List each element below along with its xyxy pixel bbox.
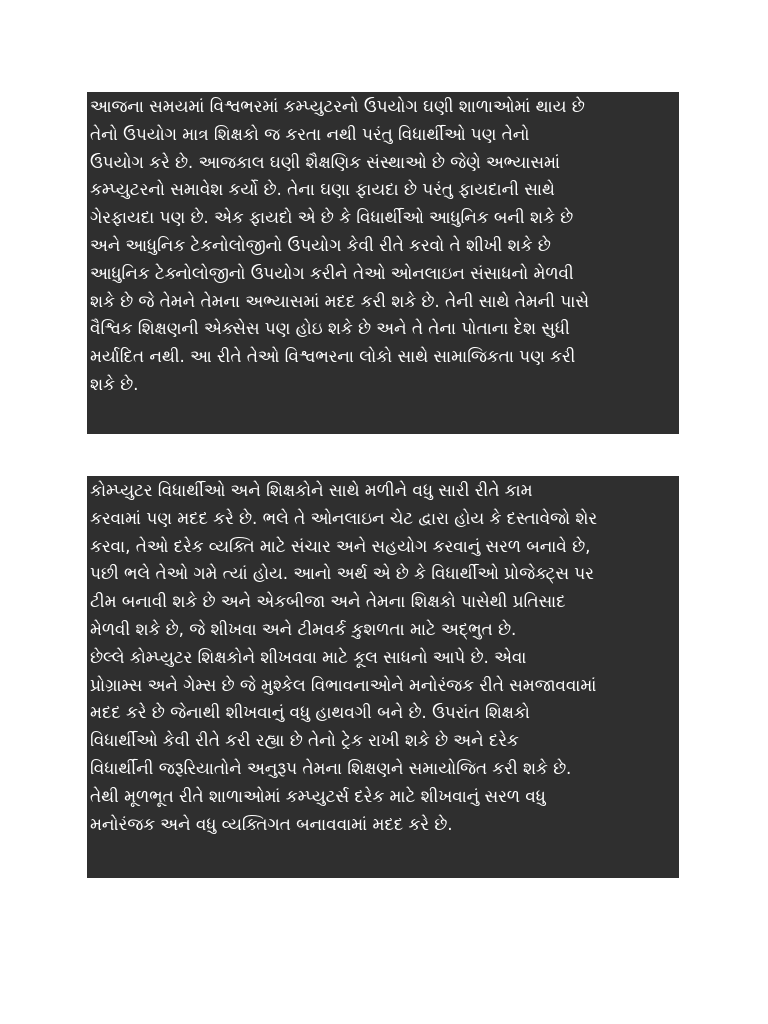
- paragraph-line: ઉપયોગ કરે છે. આજકાલ ઘણી શૈક્ષણિક સંસ્થાઓ છે જેણે અભ્યાસમાં: [90, 151, 560, 172]
- paragraph-line: પછી ભલે તેઓ ગમે ત્યાં હોય. આનો અર્થ એ છે કે વિધાર્થીઓ પ્રોજેક્ટ્સ પર: [90, 563, 594, 584]
- paragraph-line: ટીમ બનાવી શકે છે અને એકબીજા અને તેમના શિક્ષકો પાસેથી પ્રતિસાદ: [90, 591, 566, 612]
- paragraph-line: કરવામાં પણ મદદ કરે છે. ભલે તે ઓનલાઇન ચેટ દ્વારા હોય કે દસ્તાવેજો શેર: [90, 507, 598, 528]
- paragraph-line: તેનો ઉપયોગ માત્ર શિક્ષકો જ કરતા નથી પરંતુ વિધાર્થીઓ પણ તેનો: [90, 123, 530, 144]
- paragraph-line: આજના સમયમાં વિશ્વભરમાં કમ્પ્યુટરનો ઉપયોગ ઘણી શાળાઓમાં થાય છે: [90, 96, 585, 116]
- paragraph-line: અને આધુનિક ટેકનોલોજીનો ઉપયોગ કેવી રીતે કરવો તે શીખી શકે છે: [90, 234, 551, 255]
- paragraph-block-2: [87, 476, 679, 878]
- paragraph-line: વિધાર્થીની જરૂરિયાતોને અનુરૂપ તેમના શિક્ષણને સમાયોજિત કરી શકે છે.: [90, 757, 572, 778]
- paragraph-line: વિધાર્થીઓ કેવી રીતે કરી રહ્યા છે તેનો ટ્રેક રાખી શકે છે અને દરેક: [90, 730, 519, 751]
- paragraph-line: શકે છે જે તેમને તેમના અભ્યાસમાં મદદ કરી શકે છે. તેની સાથે તેમની પાસે: [90, 290, 589, 311]
- paragraph-line: કમ્પ્યુટરનો સમાવેશ કર્યો છે. તેના ઘણા ફાયદા છે પરંતુ ફાયદાની સાથે: [90, 179, 555, 200]
- paragraph-line: મર્યાદિત નથી. આ રીતે તેઓ વિશ્વભરના લોકો સાથે સામાજિકતા પણ કરી: [90, 346, 576, 367]
- paragraph-line: તેથી મૂળભૂત રીતે શાળાઓમાં કમ્પ્યુટર્સ દરેક માટે શીખવાનું સરળ વધુ: [90, 785, 546, 806]
- paragraph-line: કોમ્પ્યુટર વિધાર્થીઓ અને શિક્ષકોને સાથે મળીને વધુ સારી રીતે કામ: [90, 480, 533, 500]
- paragraph-line: મદદ કરે છે જેનાથી શીખવાનું વધુ હાથવગી બને છે. ઉપરાંત શિક્ષકો: [90, 702, 530, 723]
- paragraph-line: પ્રોગ્રામ્સ અને ગેમ્સ છે જે મુશ્કેલ વિભાવનાઓને મનોરંજક રીતે સમજાવવામાં: [90, 674, 597, 695]
- paragraph-block-1: [87, 92, 679, 434]
- paragraph-line: આધુનિક ટેક્નોલોજીનો ઉપયોગ કરીને તેઓ ઓનલાઇન સંસાધનો મેળવી: [90, 262, 574, 283]
- paragraph-line: મનોરંજક અને વધુ વ્યક્તિગત બનાવવામાં મદદ કરે છે.: [90, 813, 453, 834]
- paragraph-line: મેળવી શકે છે, જે શીખવા અને ટીમવર્ક કુશળતા માટે અદ્ભુત છે.: [90, 618, 517, 639]
- paragraph-line: શકે છે.: [90, 373, 139, 394]
- paragraph-line: છેલ્લે કોમ્પ્યુટર શિક્ષકોને શીખવવા માટે કૂલ સાધનો આપે છે. એવા: [90, 646, 527, 667]
- paragraph-line: વૈશ્વિક શિક્ષણની એક્સેસ પણ હોઇ શકે છે અને તે તેના પોતાના દેશ સુધી: [90, 318, 570, 339]
- paragraph-line: ગેરફાયદા પણ છે. એક ફાયદો એ છે કે વિધાર્થીઓ આધુનિક બની શકે છે: [90, 207, 574, 228]
- paragraph-line: કરવા, તેઓ દરેક વ્યક્તિ માટે સંચાર અને સહયોગ કરવાનું સરળ બનાવે છે,: [90, 535, 591, 556]
